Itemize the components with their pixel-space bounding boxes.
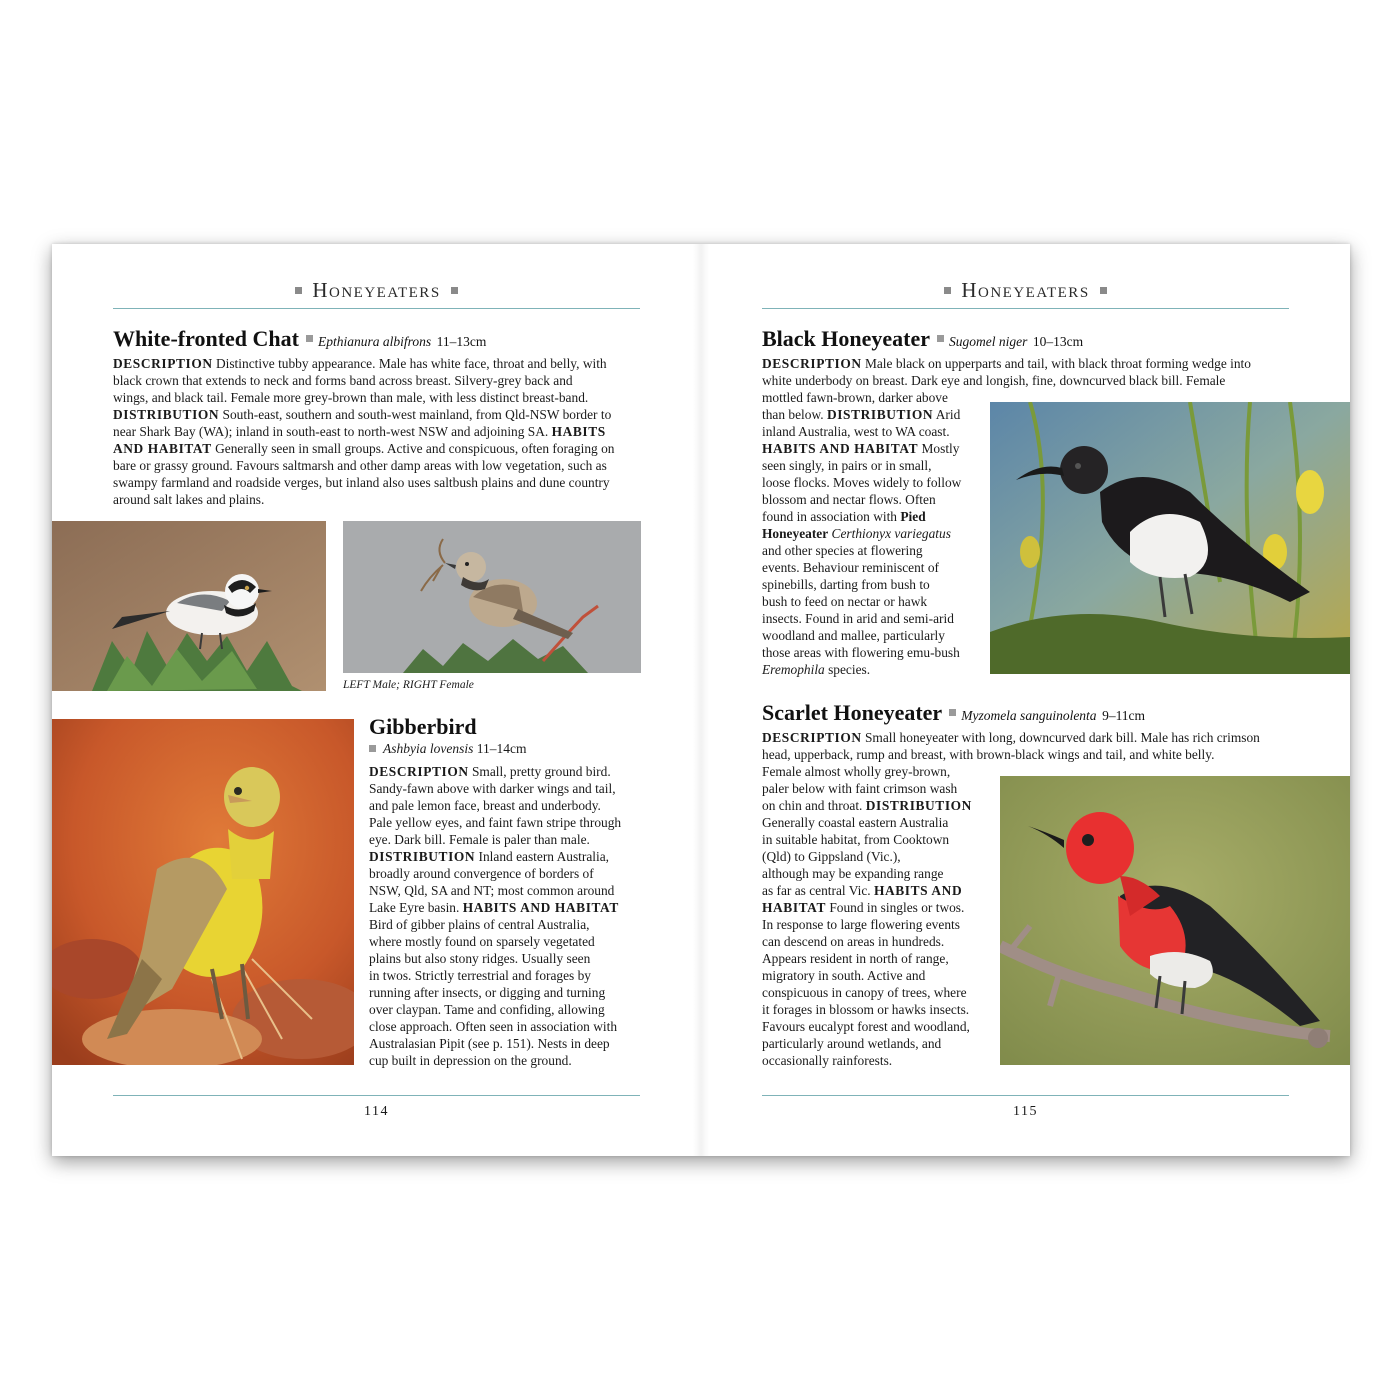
scientific-line	[369, 741, 527, 757]
text-line: blossom and nectar flows. Often	[762, 492, 936, 507]
ornament-square-icon	[451, 287, 458, 294]
size-range: 11–13cm	[436, 334, 487, 349]
text-line: inland Australia, west to WA coast.	[762, 424, 950, 439]
text-run: Arid	[933, 407, 961, 422]
text-line: white underbody on breast. Dark eye and longish, fine, downcurved black bill. Female	[762, 373, 1226, 388]
text-line: although may be expanding range	[762, 866, 944, 881]
left-page	[52, 244, 701, 1156]
text-line: Bird of gibber plains of central Australia,	[369, 917, 590, 932]
text-line: eye. Dark bill. Female is paler than male.	[369, 832, 590, 847]
text-line: woodland and mallee, particularly	[762, 628, 945, 643]
section-label: DISTRIBUTION	[369, 849, 476, 864]
separator-square-icon	[949, 709, 956, 716]
photo-scarlet-honeyeater	[1000, 776, 1350, 1065]
species-text	[113, 355, 614, 508]
section-label: DISTRIBUTION	[826, 407, 934, 422]
cross-reference: Pied	[900, 509, 926, 524]
text-line: In response to large flowering events	[762, 917, 960, 932]
text-line: swampy farmland and roadside verges, but inland also uses saltbush plains and dune country	[113, 475, 610, 490]
text-line: seen singly, in pairs or in small,	[762, 458, 932, 473]
page-number: 115	[1013, 1104, 1038, 1119]
species-name: White-fronted Chat	[113, 326, 299, 351]
text-run: South-east, southern and south-west mainland, from Qld-NSW border to	[219, 407, 612, 422]
separator-square-icon	[937, 335, 944, 342]
text-line: wings, and black tail. Female more grey-brown than male, with less distinct breast-band.	[113, 390, 589, 405]
section-label: HABITS AND	[873, 883, 963, 898]
text-line: particularly around wetlands, and	[762, 1036, 942, 1051]
photo-gibberbird	[52, 719, 354, 1065]
text-run: species.	[824, 662, 871, 677]
text-line: bare or grassy ground. Favours saltmarsh and other damp areas with low vegetation, such as	[113, 458, 607, 473]
text-run: Lake Eyre basin.	[369, 900, 463, 915]
text-line: (Qld) to Gippsland (Vic.),	[762, 849, 901, 864]
book-gutter	[693, 244, 709, 1156]
text-line: Generally coastal eastern Australia	[762, 815, 949, 830]
species-heading	[113, 326, 486, 352]
text-line: insects. Found in arid and semi-arid	[762, 611, 954, 626]
text-run: near Shark Bay (WA); inland in south-east to north-west NSW and adjoining SA.	[113, 424, 552, 439]
cross-reference: Honeyeater	[762, 526, 829, 541]
scientific-name: Eremophila	[762, 662, 825, 677]
text-run: Distinctive tubby appearance. Male has white face, throat and belly, with	[212, 356, 607, 371]
text-run: on chin and throat.	[762, 798, 866, 813]
text-run: Found in singles or twos.	[825, 900, 965, 915]
text-line: in twos. Strictly terrestrial and forages by	[369, 968, 592, 983]
species-heading	[369, 714, 477, 740]
section-label: DISTRIBUTION	[865, 798, 972, 813]
text-line: in suitable habitat, from Cooktown	[762, 832, 950, 847]
text-line: Female almost wholly grey-brown,	[762, 764, 951, 779]
page-number: 114	[364, 1104, 389, 1119]
header-rule	[113, 308, 640, 309]
text-line: plains but also stony ridges. Usually seen	[369, 951, 591, 966]
size-range: 9–11cm	[1102, 708, 1146, 723]
photo-caption	[343, 679, 474, 691]
caption-left-label: LEFT	[343, 679, 370, 691]
text-line: Favours eucalypt forest and woodland,	[762, 1019, 970, 1034]
text-run: Generally seen in small groups. Active and conspicuous, often foraging on	[211, 441, 615, 456]
running-head-text: Honeyeaters	[312, 278, 441, 302]
text-run: Inland eastern Australia,	[475, 849, 610, 864]
running-head-text: Honeyeaters	[961, 278, 1090, 302]
text-run: as far as central Vic.	[762, 883, 874, 898]
section-label: DISTRIBUTION	[113, 407, 220, 422]
text-line: events. Behaviour reminiscent of	[762, 560, 940, 575]
text-line: around salt lakes and plains.	[113, 492, 265, 507]
section-label: DESCRIPTION	[762, 356, 862, 371]
text-line: mottled fawn-brown, darker above	[762, 390, 948, 405]
scientific-name: Sugomel niger	[949, 334, 1028, 349]
text-line: occasionally rainforests.	[762, 1053, 893, 1068]
species-heading	[762, 700, 1145, 726]
section-label: HABITS	[551, 424, 606, 439]
section-label: HABITAT	[762, 900, 826, 915]
text-line: migratory in south. Active and	[762, 968, 926, 983]
ornament-square-icon	[1100, 287, 1107, 294]
section-label: DESCRIPTION	[762, 730, 862, 745]
running-head	[701, 278, 1350, 302]
footer-rule	[113, 1095, 640, 1096]
text-line: bush to feed on nectar or hawk	[762, 594, 928, 609]
separator-square-icon	[369, 745, 376, 752]
separator-square-icon	[306, 335, 313, 342]
section-label: HABITS AND HABITAT	[462, 900, 619, 915]
species-heading	[762, 326, 1083, 352]
text-line: it forages in blossom or hawks insects.	[762, 1002, 970, 1017]
caption-text: Female	[436, 679, 474, 691]
text-line: Sandy-fawn above with darker wings and tail,	[369, 781, 616, 796]
text-run: Mostly	[918, 441, 960, 456]
text-line: can descend on areas in hundreds.	[762, 934, 945, 949]
text-line: Pale yellow eyes, and faint fawn stripe through	[369, 815, 622, 830]
scientific-name: Certhionyx variegatus	[831, 526, 951, 541]
scientific-name: Epthianura albifrons	[317, 334, 432, 349]
text-line: close approach. Often seen in association with	[369, 1019, 618, 1034]
caption-text: Male;	[369, 679, 403, 691]
photo-white-fronted-chat-female	[343, 521, 641, 673]
photo-black-honeyeater	[990, 402, 1350, 674]
text-line: conspicuous in canopy of trees, where	[762, 985, 967, 1000]
text-line: and other species at flowering	[762, 543, 923, 558]
text-line: black crown that extends to neck and forms band across breast. Silvery-grey back and	[113, 373, 573, 388]
text-run: than below.	[762, 407, 827, 422]
section-label: DESCRIPTION	[113, 356, 213, 371]
text-run: Male black on upperparts and tail, with black throat forming wedge into	[861, 356, 1251, 371]
text-line: Australasian Pipit (see p. 151). Nests in deep	[369, 1036, 610, 1051]
text-line: and pale lemon face, breast and underbody.	[369, 798, 601, 813]
size-range: 10–13cm	[1032, 334, 1084, 349]
text-line: over claypan. Tame and confiding, allowing	[369, 1002, 605, 1017]
ornament-square-icon	[295, 287, 302, 294]
text-run: Small, pretty ground bird.	[468, 764, 611, 779]
scientific-name: Ashbyia lovensis	[383, 741, 474, 756]
book-spread	[52, 244, 1350, 1156]
section-label: HABITS AND HABITAT	[762, 441, 919, 456]
species-name: Gibberbird	[369, 714, 477, 739]
text-run: found in association with	[762, 509, 901, 524]
section-label: DESCRIPTION	[369, 764, 469, 779]
text-line: broadly around convergence of borders of	[369, 866, 594, 881]
size-range: 11–14cm	[476, 741, 527, 756]
text-line: spinebills, darting from bush to	[762, 577, 930, 592]
text-run: Small honeyeater with long, downcurved dark bill. Male has rich crimson	[861, 730, 1260, 745]
ornament-square-icon	[944, 287, 951, 294]
text-line: running after insects, or digging and turning	[369, 985, 606, 1000]
right-page	[701, 244, 1350, 1156]
species-name: Scarlet Honeyeater	[762, 700, 943, 725]
scientific-name: Myzomela sanguinolenta	[961, 708, 1097, 723]
species-name: Black Honeyeater	[762, 326, 931, 351]
species-text	[369, 763, 621, 1069]
section-label: AND HABITAT	[113, 441, 212, 456]
photo-white-fronted-chat-male	[52, 521, 326, 691]
text-line: head, upperback, rump and breast, with brown-black wings and tail, and white belly.	[762, 747, 1215, 762]
caption-right-label: RIGHT	[402, 679, 437, 691]
header-rule	[762, 308, 1289, 309]
text-line: Appears resident in north of range,	[762, 951, 949, 966]
text-line: those areas with flowering emu-bush	[762, 645, 960, 660]
running-head	[52, 278, 701, 302]
footer-rule	[762, 1095, 1289, 1096]
text-line: paler below with faint crimson wash	[762, 781, 958, 796]
text-line: NSW, Qld, SA and NT; most common around	[369, 883, 615, 898]
text-line: where mostly found on sparsely vegetated	[369, 934, 595, 949]
text-line: loose flocks. Moves widely to follow	[762, 475, 962, 490]
text-line: cup built in depression on the ground.	[369, 1053, 572, 1068]
